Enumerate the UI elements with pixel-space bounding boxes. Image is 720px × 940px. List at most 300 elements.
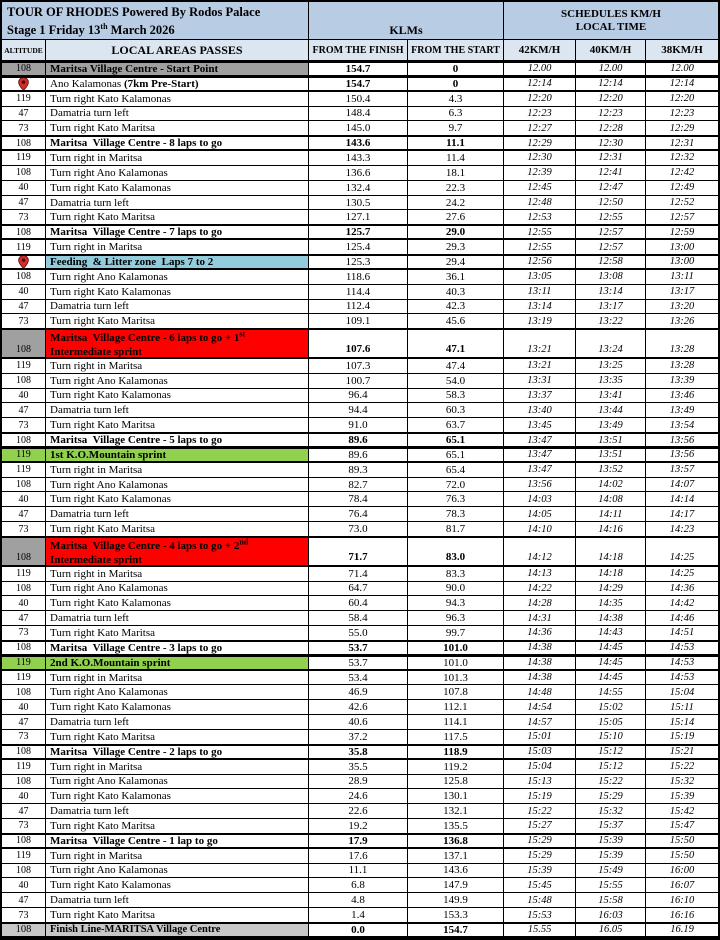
time-42kmh-cell: 14:54: [504, 700, 576, 715]
km-from-start-cell: 0: [408, 62, 504, 77]
time-42kmh-cell: 12:23: [504, 107, 576, 122]
time-42kmh-cell: 15:13: [504, 775, 576, 790]
time-38kmh-cell: 12:52: [646, 196, 718, 211]
km-from-finish-cell: 89.3: [309, 463, 408, 478]
location-cell: Turn right Kato Maritsa: [46, 314, 309, 329]
time-38kmh-cell: 13:00: [646, 240, 718, 255]
time-40kmh-cell: 15:22: [576, 775, 646, 790]
time-42kmh-cell: 13:47: [504, 463, 576, 478]
time-42kmh-cell: 14:38: [504, 671, 576, 686]
location-cell: Turn right in Maritsa: [46, 151, 309, 166]
time-42kmh-cell: 12:20: [504, 92, 576, 107]
km-from-finish-cell: 37.2: [309, 730, 408, 745]
time-38kmh-cell: 15:21: [646, 745, 718, 760]
location-cell: Maritsa Village Centre - 3 laps to go: [46, 641, 309, 656]
col-header-42kmh: 42KM/H: [504, 40, 576, 60]
km-from-start-cell: 112.1: [408, 700, 504, 715]
time-42kmh-cell: 13:21: [504, 359, 576, 374]
time-42kmh-cell: 14:38: [504, 656, 576, 671]
location-cell: Turn right Ano Kalamonas: [46, 864, 309, 879]
km-from-start-cell: 65.4: [408, 463, 504, 478]
table-row: [2, 62, 718, 77]
km-from-finish-cell: 42.6: [309, 700, 408, 715]
location-cell: Turn right Kato Maritsa: [46, 121, 309, 136]
altitude-cell: 73: [2, 626, 46, 641]
time-42kmh-cell: 12:39: [504, 166, 576, 181]
time-38kmh-cell: 13:17: [646, 285, 718, 300]
time-42kmh-cell: 14:10: [504, 522, 576, 537]
time-40kmh-cell: 12:55: [576, 210, 646, 225]
km-from-finish-cell: 53.7: [309, 641, 408, 656]
time-42kmh-cell: 14:22: [504, 582, 576, 597]
km-from-finish-cell: 6.8: [309, 878, 408, 893]
km-from-start-cell: 94.3: [408, 596, 504, 611]
km-from-finish-cell: 125.4: [309, 240, 408, 255]
time-38kmh-cell: 13:28: [646, 329, 718, 359]
location-cell: 2nd K.O.Mountain sprint: [46, 656, 309, 671]
time-40kmh-cell: 13:41: [576, 389, 646, 404]
time-38kmh-cell: 14:42: [646, 596, 718, 611]
altitude-cell: 108: [2, 834, 46, 849]
altitude-cell: 108: [2, 270, 46, 285]
km-from-finish-cell: 114.4: [309, 285, 408, 300]
table-row: [2, 255, 718, 270]
location-cell: Turn right in Maritsa: [46, 760, 309, 775]
time-38kmh-cell: 14:53: [646, 656, 718, 671]
location-cell: Maritsa Village Centre - 6 laps to go + 1st Intermediate sprint: [46, 329, 309, 359]
time-38kmh-cell: 15:22: [646, 760, 718, 775]
km-from-finish-cell: 109.1: [309, 314, 408, 329]
time-38kmh-cell: 14:46: [646, 611, 718, 626]
time-38kmh-cell: 13:28: [646, 359, 718, 374]
location-cell: Turn right Kato Kalamonas: [46, 285, 309, 300]
altitude-cell: 40: [2, 389, 46, 404]
km-from-finish-cell: 17.6: [309, 849, 408, 864]
time-42kmh-cell: 14:28: [504, 596, 576, 611]
time-38kmh-cell: 14:25: [646, 537, 718, 567]
location-cell: Turn right Kato Kalamonas: [46, 878, 309, 893]
location-cell: Turn right Ano Kalamonas: [46, 374, 309, 389]
time-42kmh-cell: 14:48: [504, 685, 576, 700]
time-40kmh-cell: 15:10: [576, 730, 646, 745]
location-cell: Turn right Kato Maritsa: [46, 626, 309, 641]
time-38kmh-cell: 16:16: [646, 908, 718, 923]
altitude-cell: 73: [2, 730, 46, 745]
location-cell: Damatria turn left: [46, 715, 309, 730]
km-from-finish-cell: 0.0: [309, 923, 408, 938]
altitude-cell: 108: [2, 136, 46, 151]
time-38kmh-cell: 13:00: [646, 255, 718, 270]
table-row: [2, 478, 718, 493]
time-42kmh-cell: 14:38: [504, 641, 576, 656]
location-cell: Maritsa Village Centre - 1 lap to go: [46, 834, 309, 849]
time-38kmh-cell: 15:11: [646, 700, 718, 715]
table-row: [2, 685, 718, 700]
time-38kmh-cell: 13:26: [646, 314, 718, 329]
time-38kmh-cell: 12:20: [646, 92, 718, 107]
table-row: [2, 745, 718, 760]
time-42kmh-cell: 13:40: [504, 403, 576, 418]
km-from-finish-cell: 35.5: [309, 760, 408, 775]
time-40kmh-cell: 14:08: [576, 492, 646, 507]
altitude-cell: 73: [2, 522, 46, 537]
time-42kmh-cell: 14:31: [504, 611, 576, 626]
time-42kmh-cell: 14:36: [504, 626, 576, 641]
location-cell: Turn right Ano Kalamonas: [46, 685, 309, 700]
time-38kmh-cell: 12:49: [646, 181, 718, 196]
table-row: [2, 329, 718, 359]
km-from-start-cell: 107.8: [408, 685, 504, 700]
location-cell: Turn right Kato Maritsa: [46, 908, 309, 923]
time-42kmh-cell: 13:31: [504, 374, 576, 389]
time-42kmh-cell: 13:14: [504, 300, 576, 315]
time-40kmh-cell: 12:23: [576, 107, 646, 122]
time-40kmh-cell: 14:16: [576, 522, 646, 537]
time-40kmh-cell: 14:45: [576, 671, 646, 686]
time-42kmh-cell: 15:01: [504, 730, 576, 745]
location-cell: Turn right Kato Kalamonas: [46, 181, 309, 196]
table-row: [2, 522, 718, 537]
time-40kmh-cell: 13:51: [576, 448, 646, 463]
time-40kmh-cell: 12:20: [576, 92, 646, 107]
location-cell: Turn right Ano Kalamonas: [46, 582, 309, 597]
time-40kmh-cell: 13:08: [576, 270, 646, 285]
table-row: [2, 77, 718, 92]
altitude-cell: 40: [2, 492, 46, 507]
time-40kmh-cell: 15:32: [576, 804, 646, 819]
location-cell: Damatria turn left: [46, 804, 309, 819]
altitude-cell: 119: [2, 656, 46, 671]
km-from-start-cell: 119.2: [408, 760, 504, 775]
time-42kmh-cell: 12:14: [504, 77, 576, 92]
table-row: [2, 507, 718, 522]
time-38kmh-cell: 14:17: [646, 507, 718, 522]
km-from-finish-cell: 55.0: [309, 626, 408, 641]
altitude-cell: 108: [2, 685, 46, 700]
time-42kmh-cell: 13:47: [504, 448, 576, 463]
location-cell: Turn right Ano Kalamonas: [46, 775, 309, 790]
km-from-start-cell: 0: [408, 77, 504, 92]
altitude-cell: [2, 77, 46, 92]
table-row: [2, 864, 718, 879]
time-42kmh-cell: 12:53: [504, 210, 576, 225]
time-40kmh-cell: 15:49: [576, 864, 646, 879]
km-from-start-cell: 6.3: [408, 107, 504, 122]
table-row: [2, 775, 718, 790]
table-row: [2, 804, 718, 819]
table-row: [2, 626, 718, 641]
km-from-start-cell: 9.7: [408, 121, 504, 136]
table-row: [2, 893, 718, 908]
time-40kmh-cell: 13:24: [576, 329, 646, 359]
location-cell: Ano Kalamonas (7km Pre-Start): [46, 77, 309, 92]
location-cell: Turn right in Maritsa: [46, 240, 309, 255]
km-from-start-cell: 18.1: [408, 166, 504, 181]
altitude-cell: 47: [2, 611, 46, 626]
table-row: [2, 849, 718, 864]
km-from-finish-cell: 76.4: [309, 507, 408, 522]
table-row: [2, 923, 718, 938]
location-cell: Damatria turn left: [46, 507, 309, 522]
location-cell: Turn right Kato Maritsa: [46, 418, 309, 433]
time-38kmh-cell: 14:36: [646, 582, 718, 597]
time-40kmh-cell: 12:57: [576, 225, 646, 240]
km-from-finish-cell: 125.3: [309, 255, 408, 270]
location-cell: Turn right Ano Kalamonas: [46, 478, 309, 493]
km-from-start-cell: 137.1: [408, 849, 504, 864]
km-from-start-cell: 99.7: [408, 626, 504, 641]
time-40kmh-cell: 13:44: [576, 403, 646, 418]
km-from-start-cell: 60.3: [408, 403, 504, 418]
time-40kmh-cell: 13:52: [576, 463, 646, 478]
time-38kmh-cell: 14:07: [646, 478, 718, 493]
location-cell: Damatria turn left: [46, 611, 309, 626]
altitude-cell: 73: [2, 314, 46, 329]
altitude-cell: 40: [2, 789, 46, 804]
stage-date-line: Stage 1 Friday 13th March 2026: [7, 21, 175, 37]
altitude-cell: 47: [2, 804, 46, 819]
km-from-start-cell: 90.0: [408, 582, 504, 597]
table-row: [2, 225, 718, 240]
time-38kmh-cell: 14:53: [646, 641, 718, 656]
schedules-group-header: [504, 2, 718, 40]
location-cell: Turn right Kato Kalamonas: [46, 596, 309, 611]
table-row: [2, 671, 718, 686]
altitude-cell: 119: [2, 463, 46, 478]
table-row: [2, 789, 718, 804]
altitude-cell: 108: [2, 775, 46, 790]
time-42kmh-cell: 15:22: [504, 804, 576, 819]
altitude-cell: 47: [2, 300, 46, 315]
time-40kmh-cell: 14:18: [576, 567, 646, 582]
km-from-finish-cell: 46.9: [309, 685, 408, 700]
time-40kmh-cell: 13:49: [576, 418, 646, 433]
table-row: [2, 700, 718, 715]
time-38kmh-cell: 15:50: [646, 849, 718, 864]
time-40kmh-cell: 15:55: [576, 878, 646, 893]
time-40kmh-cell: 12:50: [576, 196, 646, 211]
time-40kmh-cell: 16.05: [576, 923, 646, 938]
km-from-finish-cell: 91.0: [309, 418, 408, 433]
time-40kmh-cell: 14:55: [576, 685, 646, 700]
km-from-start-cell: 36.1: [408, 270, 504, 285]
table-row: [2, 121, 718, 136]
schedules-line1: SCHEDULES KM/H: [561, 7, 661, 20]
km-from-start-cell: 40.3: [408, 285, 504, 300]
time-42kmh-cell: 15:39: [504, 864, 576, 879]
location-cell: Turn right in Maritsa: [46, 849, 309, 864]
time-38kmh-cell: 16.19: [646, 923, 718, 938]
time-40kmh-cell: 12:58: [576, 255, 646, 270]
time-38kmh-cell: 14:51: [646, 626, 718, 641]
location-cell: Damatria turn left: [46, 893, 309, 908]
table-row: [2, 656, 718, 671]
km-from-finish-cell: 53.7: [309, 656, 408, 671]
km-from-finish-cell: 154.7: [309, 62, 408, 77]
time-38kmh-cell: 15:50: [646, 834, 718, 849]
time-40kmh-cell: 16:03: [576, 908, 646, 923]
altitude-cell: 47: [2, 107, 46, 122]
km-from-start-cell: 47.1: [408, 329, 504, 359]
location-cell: Damatria turn left: [46, 196, 309, 211]
col-header-from-start: FROM THE START: [408, 40, 504, 60]
table-row: [2, 151, 718, 166]
table-row: [2, 567, 718, 582]
time-40kmh-cell: 15:05: [576, 715, 646, 730]
km-from-finish-cell: 71.7: [309, 537, 408, 567]
km-from-finish-cell: 64.7: [309, 582, 408, 597]
km-from-start-cell: 130.1: [408, 789, 504, 804]
time-38kmh-cell: 12.00: [646, 62, 718, 77]
km-from-finish-cell: 73.0: [309, 522, 408, 537]
table-row: [2, 136, 718, 151]
km-from-start-cell: 149.9: [408, 893, 504, 908]
col-header-local-areas: LOCAL AREAS PASSES: [46, 40, 309, 60]
km-from-finish-cell: 1.4: [309, 908, 408, 923]
km-from-finish-cell: 107.6: [309, 329, 408, 359]
altitude-cell: 47: [2, 893, 46, 908]
location-cell: Turn right Kato Maritsa: [46, 819, 309, 834]
km-from-start-cell: 58.3: [408, 389, 504, 404]
time-42kmh-cell: 12:55: [504, 240, 576, 255]
km-from-start-cell: 4.3: [408, 92, 504, 107]
km-from-start-cell: 83.0: [408, 537, 504, 567]
time-40kmh-cell: 13:51: [576, 433, 646, 448]
km-from-start-cell: 83.3: [408, 567, 504, 582]
altitude-cell: 108: [2, 923, 46, 938]
altitude-cell: 108: [2, 225, 46, 240]
table-row: [2, 582, 718, 597]
km-from-start-cell: 125.8: [408, 775, 504, 790]
table-row: [2, 314, 718, 329]
time-38kmh-cell: 13:54: [646, 418, 718, 433]
km-from-start-cell: 135.5: [408, 819, 504, 834]
table-row: [2, 463, 718, 478]
altitude-cell: 73: [2, 210, 46, 225]
altitude-cell: 73: [2, 418, 46, 433]
altitude-cell: 73: [2, 908, 46, 923]
time-42kmh-cell: 14:12: [504, 537, 576, 567]
time-42kmh-cell: 15:27: [504, 819, 576, 834]
time-40kmh-cell: 12:57: [576, 240, 646, 255]
table-row: [2, 730, 718, 745]
table-row: [2, 240, 718, 255]
km-from-finish-cell: 154.7: [309, 77, 408, 92]
table-row: [2, 878, 718, 893]
altitude-cell: 108: [2, 745, 46, 760]
km-from-start-cell: 47.4: [408, 359, 504, 374]
time-42kmh-cell: 12.00: [504, 62, 576, 77]
km-from-finish-cell: 118.6: [309, 270, 408, 285]
km-from-start-cell: 42.3: [408, 300, 504, 315]
km-from-start-cell: 65.1: [408, 448, 504, 463]
location-cell: Maritsa Village Centre - 8 laps to go: [46, 136, 309, 151]
time-42kmh-cell: 15:29: [504, 849, 576, 864]
km-from-start-cell: 22.3: [408, 181, 504, 196]
km-from-finish-cell: 28.9: [309, 775, 408, 790]
table-row: [2, 715, 718, 730]
altitude-cell: 108: [2, 166, 46, 181]
time-42kmh-cell: 13:21: [504, 329, 576, 359]
location-cell: Turn right Kato Kalamonas: [46, 789, 309, 804]
km-from-start-cell: 65.1: [408, 433, 504, 448]
altitude-cell: 40: [2, 285, 46, 300]
time-38kmh-cell: 12:57: [646, 210, 718, 225]
location-cell: Feeding & Litter zone Laps 7 to 2: [46, 255, 309, 270]
km-from-finish-cell: 78.4: [309, 492, 408, 507]
altitude-cell: 119: [2, 151, 46, 166]
time-40kmh-cell: 14:43: [576, 626, 646, 641]
table-row: [2, 834, 718, 849]
km-from-start-cell: 81.7: [408, 522, 504, 537]
time-38kmh-cell: 13:56: [646, 433, 718, 448]
altitude-cell: 47: [2, 196, 46, 211]
time-42kmh-cell: 13:45: [504, 418, 576, 433]
time-42kmh-cell: 15:29: [504, 834, 576, 849]
time-38kmh-cell: 12:23: [646, 107, 718, 122]
km-from-finish-cell: 112.4: [309, 300, 408, 315]
location-cell: Turn right Kato Maritsa: [46, 210, 309, 225]
km-from-finish-cell: 132.4: [309, 181, 408, 196]
time-40kmh-cell: 12:41: [576, 166, 646, 181]
altitude-cell: 47: [2, 507, 46, 522]
km-from-start-cell: 101.3: [408, 671, 504, 686]
time-40kmh-cell: 12:47: [576, 181, 646, 196]
altitude-cell: 119: [2, 567, 46, 582]
altitude-cell: 40: [2, 181, 46, 196]
table-row: [2, 389, 718, 404]
time-40kmh-cell: 15:39: [576, 834, 646, 849]
km-from-finish-cell: 89.6: [309, 433, 408, 448]
table-row: [2, 433, 718, 448]
ordinal-superscript: th: [100, 21, 108, 31]
table-row: [2, 359, 718, 374]
km-from-start-cell: 147.9: [408, 878, 504, 893]
table-body: [2, 62, 718, 938]
time-42kmh-cell: 12:45: [504, 181, 576, 196]
location-cell: Turn right Kato Maritsa: [46, 730, 309, 745]
km-from-start-cell: 45.6: [408, 314, 504, 329]
time-38kmh-cell: 13:39: [646, 374, 718, 389]
table-row: [2, 908, 718, 923]
time-38kmh-cell: 15:39: [646, 789, 718, 804]
time-38kmh-cell: 15:04: [646, 685, 718, 700]
time-38kmh-cell: 13:56: [646, 448, 718, 463]
table-row: [2, 611, 718, 626]
km-from-start-cell: 136.8: [408, 834, 504, 849]
time-40kmh-cell: 15:39: [576, 849, 646, 864]
table-row: [2, 819, 718, 834]
km-from-start-cell: 29.4: [408, 255, 504, 270]
time-40kmh-cell: 14:45: [576, 641, 646, 656]
time-40kmh-cell: 13:14: [576, 285, 646, 300]
location-cell: Turn right Kato Maritsa: [46, 522, 309, 537]
altitude-cell: 73: [2, 121, 46, 136]
klms-group-header: KLMs: [309, 2, 504, 40]
altitude-cell: 119: [2, 448, 46, 463]
km-from-start-cell: 153.3: [408, 908, 504, 923]
time-40kmh-cell: 14:38: [576, 611, 646, 626]
time-40kmh-cell: 14:35: [576, 596, 646, 611]
time-42kmh-cell: 13:11: [504, 285, 576, 300]
table-row: [2, 374, 718, 389]
document-title: TOUR OF RHODES Powered By Rodos Palace: [7, 5, 261, 19]
km-from-finish-cell: 143.6: [309, 136, 408, 151]
table-row: [2, 596, 718, 611]
schedules-line2: LOCAL TIME: [575, 20, 647, 33]
time-42kmh-cell: 14:05: [504, 507, 576, 522]
km-from-start-cell: 96.3: [408, 611, 504, 626]
